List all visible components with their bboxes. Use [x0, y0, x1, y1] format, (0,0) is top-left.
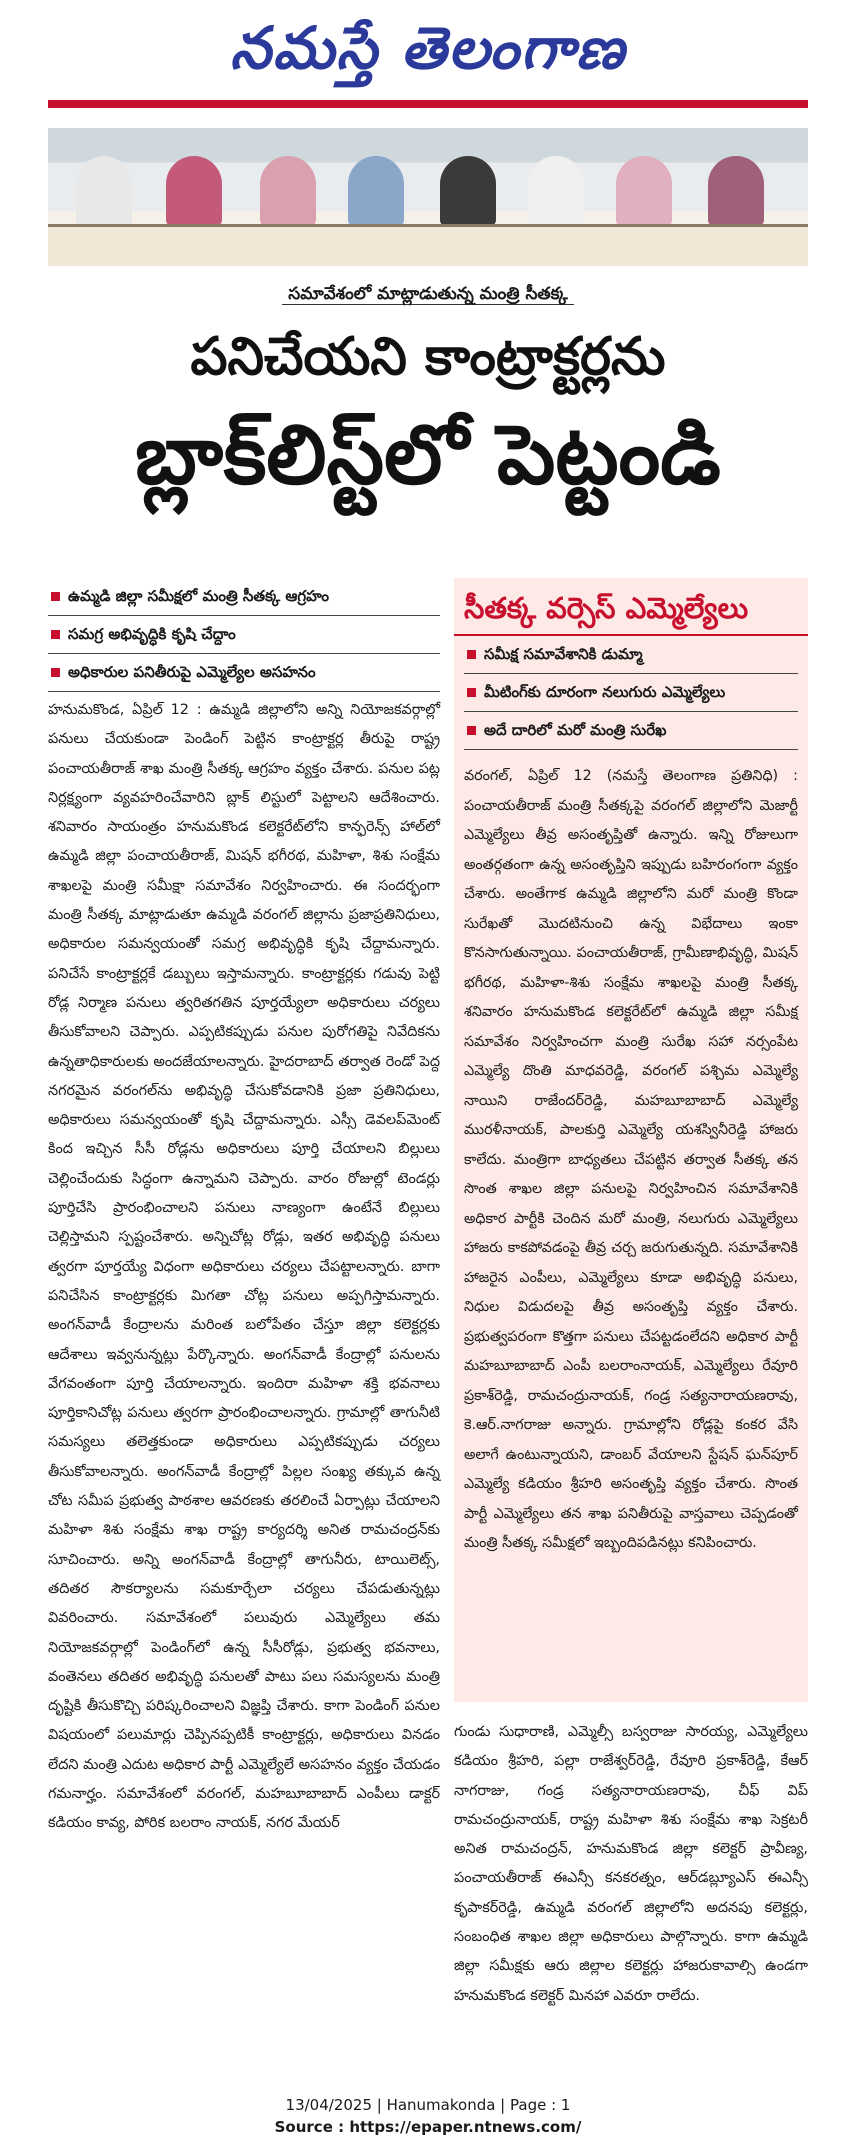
news-photo — [48, 128, 808, 266]
sidebar-heading: సీతక్క వర్సెస్ ఎమ్మెల్యేలు — [454, 578, 808, 636]
sidebar-bullets — [464, 636, 798, 750]
main-story-text: హనుమకొండ, ఏప్రిల్ 12 : ఉమ్మడి జిల్లాలోని అన్ని నియోజకవర్గాల్లో పనులు చేయకుండా పెండింగ్ పెట్టిన కాంట్రాక్టర్ల తీరుపై రాష్ట్ర పంచాయతీరాజ్ శాఖ మంత్రి సీతక్క ఆగ్రహం వ్యక్తం చేశారు. పనుల పట్ల నిర్లక్ష్యంగా వ్యవహరించేవారిని బ్లాక్ లిస్టులో పెట్టాలని ఆదేశించారు. శనివారం సాయంత్రం హనుమకొండ కలెక్టరేట్‌లోని కాన్ఫరెన్స్ హాల్‌లో ఉమ్మడి జిల్లా పంచాయతీరాజ్, మిషన్ భగీరథ, మహిళా, శిశు సంక్షేమ శాఖలపై మంత్రి సమీక్షా సమావేశం నిర్వహించారు. ఈ సందర్భంగా మంత్రి సీతక్క మాట్లాడుతూ ఉమ్మడి వరంగల్ జిల్లాను ప్రజాప్రతినిధులు, అధికారుల సమన్వయంతో సమగ్ర అభివృద్ధికి కృషి చేద్దామన్నారు. పనిచేసే కాంట్రాక్టర్లకే డబ్బులు ఇస్తామన్నారు. కాంట్రాక్టర్లకు గడువు పెట్టి రోడ్ల నిర్మాణ పనులు త్వరితగతిన పూర్తయ్యేలా అధికారులు చర్యలు తీసుకోవాలని చెప్పారు. ఎప్పటికప్పుడు పనుల పురోగతిపై నివేదికను ఉన్నతాధికారులకు అందజేయాలన్నారు. హైదరాబాద్ తర్వాత రెండో పెద్ద నగరమైన వరంగల్‌ను అభివృద్ధి చేసుకోవడానికి ప్రజా ప్రతినిధులు, అధికారులు సమన్వయంతో కృషి చేద్దామన్నారు. ఎస్సీ డెవలప్‌మెంట్ కింద ఇచ్చిన సీసీ రోడ్లను అధికారులు పూర్తి చేయాలని బిల్లులు చెల్లించేందుకు సిద్ధంగా ఉన్నామని చెప్పారు. వారం రోజుల్లో టెండర్లు పూర్తిచేసి ప్రారంభించాలని పనులు నాణ్యంగా ఉంటేనే బిల్లులు చెల్లిస్తామని స్పష్టంచేశారు. అన్నిచోట్ల రోడ్లు, ఇతర అభివృద్ధి పనులు త్వరగా పూర్తయ్యే విధంగా అధికారులు చర్యలు చేపట్టాలన్నారు. బాగా పనిచేసిన కాంట్రాక్టర్లకు మిగతా చోట్ల పనులు అప్పగిస్తామన్నారు. అంగన్‌వాడీ కేంద్రాలను మరింత బలోపేతం చేస్తూ జిల్లా కలెక్టర్లకు ఆదేశాలు ఇవ్వనున్నట్లు పేర్కొన్నారు. అంగన్‌వాడీ కేంద్రాల్లో పనులను వేగవంతంగా పూర్తి చేయాలన్నారు. ఇందిరా మహిళా శక్తి భవనాలు పూర్తికానిచోట్ల పనులు త్వరగా ప్రారంభించాలన్నారు. గ్రామాల్లో తాగునీటి సమస్యలు తలెత్తకుండా అధికారులు ఎప్పటికప్పుడు చర్యలు తీసుకోవాలన్నారు. అంగన్‌వాడీ కేంద్రాల్లో పిల్లల సంఖ్య తక్కువ ఉన్న చోట సమీప ప్రభుత్వ పాఠశాల ఆవరణకు తరలించే ఏర్పాట్లు చేయాలని మహిళా శిశు సంక్షేమ శాఖ రాష్ట్ర కార్యదర్శి అనిత రామచంద్రన్‌కు సూచించారు. అన్ని అంగన్‌వాడీ కేంద్రాల్లో తాగునీరు, టాయిలెట్స్, తదితర సౌకర్యాలను సమకూర్చేలా చర్యలు చేపడుతున్నట్లు వివరించారు. సమావేశంలో పలువురు ఎమ్మెల్యేలు తమ నియోజకవర్గాల్లో పెండింగ్‌లో ఉన్న సీసీరోడ్లు, ప్రభుత్వ భవనాలు, వంతెనలు తదితర అభివృద్ధి పనులతో పాటు పలు సమస్యలను మంత్రి దృష్టికి తీసుకొచ్చి పరిష్కరించాలని విజ్ఞప్తి చేశారు. కాగా పెండింగ్ పనుల విషయంలో పలుమార్లు చెప్పినప్పటికీ కాంట్రాక్టర్లు, అధికారులు వినడం లేదని మంత్రి ఎదుట అధికార పార్టీ ఎమ్మెల్యేలే అసహనం వ్యక్తం చేయడం గమనార్హం. సమావేశంలో వరంగల్, మహబూబాబాద్ ఎంపీలు డాక్టర్ కడియం కావ్య, పోరిక బలరాం నాయక్, నగర మేయర్ — [48, 702, 440, 1832]
sidebar-story-text: వరంగల్, ఏప్రిల్ 12 (నమస్తే తెలంగాణ ప్రతినిధి) : పంచాయతీరాజ్ మంత్రి సీతక్కపై వరంగల్ జిల్లాలోని మెజార్టీ ఎమ్మెల్యేలు తీవ్ర అసంతృప్తితో ఉన్నారు. ఇన్ని రోజులుగా అంతర్గతంగా ఉన్న అసంతృప్తిని ఇప్పుడు బహిరంగంగా వ్యక్తం చేశారు. అంతేగాక ఉమ్మడి జిల్లాలోని మరో మంత్రి కొండా సురేఖతో మొదటినుంచి ఉన్న విభేదాలు ఇంకా కొనసాగుతున్నాయి. పంచాయతీరాజ్, గ్రామీణాభివృద్ధి, మిషన్ భగీరథ, మహిళా-శిశు సంక్షేమ శాఖలపై మంత్రి సీతక్క శనివారం హనుమకొండ కలెక్టరేట్‌లో ఉమ్మడి జిల్లా సమీక్ష సమావేశం నిర్వహించగా మంత్రి సురేఖ సహా నర్సంపేట ఎమ్మెల్యే దొంతి మాధవరెడ్డి, వరంగల్ పశ్చిమ ఎమ్మెల్యే నాయిని రాజేందర్‌రెడ్డి, మహబూబాబాద్ ఎమ్మెల్యే మురళీనాయక్, పాలకుర్తి ఎమ్మెల్యే యశస్వినీరెడ్డి హాజరు కాలేదు. మంత్రిగా బాధ్యతలు చేపట్టిన తర్వాత సీతక్క తన సొంత శాఖల జిల్లా పనులపై నిర్వహించిన సమావేశానికి అధికార పార్టీకి చెందిన మరో మంత్రి, నలుగురు ఎమ్మెల్యేలు హాజరు కాకపోవడంపై తీవ్ర చర్చ జరుగుతున్నది. సమావేశానికి హాజరైన ఎంపీలు, ఎమ్మెల్యేలు కూడా అభివృద్ధి పనులు, నిధుల విడుదలపై తీవ్ర అసంతృప్తి వ్యక్తం చేశారు. ప్రభుత్వపరంగా కొత్తగా పనులు చేపట్టడంలేదని అధికార పార్టీ మహబూబాబాద్ ఎంపీ బలరాంనాయక్, ఎమ్మెల్యేలు రేవూరి ప్రకాశ్‌రెడ్డి, రామచంద్రునాయక్, గండ్ర సత్యనారాయణరావు, కె.ఆర్.నాగరాజు అన్నారు. గ్రామాల్లోని రోడ్లపై కంకర వేసి అలాగే ఉంటున్నాయని, డాంబర్ వేయాలని స్టేషన్ ఘన్‌పూర్ ఎమ్మెల్యే కడియం శ్రీహరి అసంతృప్తి వ్యక్తం చేశారు. సొంత పార్టీ ఎమ్మెల్యేలు తన శాఖ పనితీరుపై వాస్తవాలు చెప్పడంతో మంత్రి సీతక్క సమీక్షలో ఇబ్బందిపడినట్లు కనిపించారు. — [464, 768, 798, 1551]
masthead-divider — [48, 100, 808, 108]
highlight-item: అధికారుల పనితీరుపై ఎమ్మెల్యేల అసహనం — [48, 654, 440, 692]
highlight-item: సమగ్ర అభివృద్ధికి కృషి చేద్దాం — [48, 616, 440, 654]
masthead-logo: నమస్తే తెలంగాణ — [230, 14, 626, 82]
footer-info: 13/04/2025 | Hanumakonda | Page : 1 — [285, 2096, 571, 2114]
sidebar-bullet-item: అదే దారిలో మరో మంత్రి సురేఖ — [464, 712, 798, 750]
headline-line-1: పనిచేయని కాంట్రాక్టర్లను — [190, 327, 666, 387]
sidebar-bullet-item: మీటింగ్‌కు దూరంగా నలుగురు ఎమ్మెల్యేలు — [464, 674, 798, 712]
highlights-list — [48, 578, 440, 692]
photo-caption: సమావేశంలో మాట్లాడుతున్న మంత్రి సీతక్క — [0, 284, 856, 308]
highlight-item: ఉమ్మడి జిల్లా సమీక్షలో మంత్రి సీతక్క ఆగ్రహం — [48, 578, 440, 616]
sidebar-bullet-item: సమీక్ష సమావేశానికి డుమ్మా — [464, 636, 798, 674]
main-story-continued: గుండు సుధారాణి, ఎమ్మెల్సీ బస్వరాజు సారయ్య, ఎమ్మెల్యేలు కడియం శ్రీహరి, పల్లా రాజేశ్వర్‌రెడ్డి, రేవూరి ప్రకాశ్‌రెడ్డి, కేఆర్ నాగరాజు, గండ్ర సత్యనారాయణరావు, చీఫ్ విప్ రామచంద్రునాయక్, రాష్ట్ర మహిళా శిశు సంక్షేమ శాఖ సెక్రటరీ అనిత రామచంద్రన్, హనుమకొండ జిల్లా కలెక్టర్ ప్రావీణ్య, పంచాయతీరాజ్ ఈఎన్సీ కనకరత్నం, ఆర్‌డబ్ల్యూఎస్ ఈఎన్సీ కృపాకర్‌రెడ్డి, ఉమ్మడి వరంగల్ జిల్లాలోని అదనపు కలెక్టర్లు, సంబంధిత శాఖల జిల్లా అధికారులు పాల్గొన్నారు. కాగా ఉమ్మడి జిల్లా సమీక్షకు ఆరు జిల్లాల కలెక్టర్లు హాజరుకావాల్సి ఉండగా హనుమకొండ కలెక్టర్ మినహా ఎవరూ రాలేదు. — [454, 1724, 808, 2004]
footer-source-link[interactable]: Source : https://epaper.ntnews.com/ — [274, 2118, 582, 2136]
headline-line-2: బ్లాక్‌లిస్ట్‌లో పెట్టండి — [135, 408, 721, 503]
sidebar-box — [454, 578, 808, 1702]
